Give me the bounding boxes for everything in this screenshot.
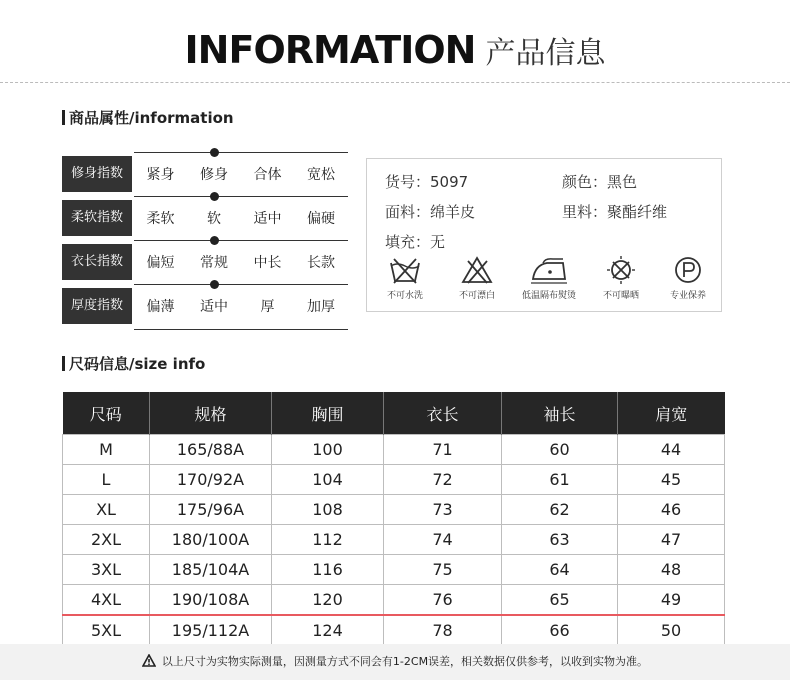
table-cell: 195/112A bbox=[150, 615, 272, 646]
table-cell: 60 bbox=[502, 435, 618, 465]
table-cell: M bbox=[63, 435, 150, 465]
table-cell: 104 bbox=[272, 465, 384, 495]
table-cell: 49 bbox=[618, 585, 725, 616]
attribute-option: 常规 bbox=[200, 255, 228, 271]
table-cell: 66 bbox=[502, 615, 618, 646]
table-cell: 75 bbox=[384, 555, 502, 585]
measurement-note-text: 以上尺寸为实物实际测量，因测量方式不同会有1-2CM误差，相关数据仅供参考，以收到实物为准。 bbox=[161, 655, 649, 668]
table-cell: 165/88A bbox=[150, 435, 272, 465]
table-cell: 73 bbox=[384, 495, 502, 525]
size-table bbox=[62, 392, 725, 646]
header-divider bbox=[0, 82, 790, 83]
size-table-column-header: 衣长 bbox=[384, 392, 502, 435]
size-section-title bbox=[62, 353, 205, 374]
attribute-option: 中长 bbox=[253, 255, 282, 271]
table-cell: 3XL bbox=[63, 555, 150, 585]
selected-indicator-dot bbox=[210, 236, 219, 245]
table-cell: 76 bbox=[384, 585, 502, 616]
care-no-sun-dry bbox=[586, 255, 656, 301]
table-cell: 116 bbox=[272, 555, 384, 585]
measurement-note bbox=[0, 644, 790, 680]
attribute-option: 合体 bbox=[253, 167, 282, 183]
selected-indicator-dot bbox=[210, 280, 219, 289]
care-label: 不可漂白 bbox=[458, 291, 495, 301]
attribute-option: 宽松 bbox=[307, 167, 335, 183]
table-cell: 72 bbox=[384, 465, 502, 495]
table-cell: 180/100A bbox=[150, 525, 272, 555]
lining-info: 里料：聚酯纤维 bbox=[562, 203, 668, 221]
table-cell: 63 bbox=[502, 525, 618, 555]
attribute-index-grid bbox=[62, 152, 348, 328]
selected-indicator-dot bbox=[210, 148, 219, 157]
table-row bbox=[63, 585, 725, 616]
care-low-iron bbox=[514, 255, 584, 301]
table-cell: 46 bbox=[618, 495, 725, 525]
size-table-header bbox=[63, 392, 725, 435]
table-cell: 100 bbox=[272, 435, 384, 465]
care-no-bleach bbox=[442, 255, 512, 301]
no-sun-dry-icon bbox=[604, 255, 638, 285]
care-professional bbox=[653, 255, 723, 301]
warning-icon bbox=[142, 654, 156, 667]
care-no-wash bbox=[370, 255, 440, 301]
product-info-box bbox=[366, 158, 722, 312]
attribute-scale bbox=[134, 196, 348, 241]
attribute-scale bbox=[134, 152, 348, 197]
care-label: 低温隔布熨烫 bbox=[521, 291, 576, 301]
no-bleach-icon bbox=[460, 255, 494, 285]
attribute-option: 厚 bbox=[260, 299, 275, 315]
attribute-option: 长款 bbox=[307, 255, 335, 271]
attribute-option: 软 bbox=[207, 211, 221, 227]
attribute-option: 加厚 bbox=[307, 299, 335, 315]
attributes-section-title-text: 商品属性/information bbox=[69, 109, 234, 127]
table-cell: 48 bbox=[618, 555, 725, 585]
no-wash-icon bbox=[388, 255, 422, 285]
filling-info: 填充：无 bbox=[385, 233, 446, 251]
table-cell: 2XL bbox=[63, 525, 150, 555]
attribute-option: 修身 bbox=[200, 167, 228, 183]
size-table-column-header: 胸围 bbox=[272, 392, 384, 435]
table-cell: 112 bbox=[272, 525, 384, 555]
selected-indicator-dot bbox=[210, 192, 219, 201]
attribute-label: 衣长指数 bbox=[62, 244, 132, 280]
attribute-option: 偏薄 bbox=[146, 299, 175, 315]
table-cell: 44 bbox=[618, 435, 725, 465]
table-cell: 47 bbox=[618, 525, 725, 555]
size-table-column-header: 尺码 bbox=[63, 392, 150, 435]
table-cell: 50 bbox=[618, 615, 725, 646]
attribute-label: 柔软指数 bbox=[62, 200, 132, 236]
attribute-row bbox=[62, 196, 348, 240]
attribute-option: 适中 bbox=[253, 211, 282, 227]
care-label: 不可水洗 bbox=[386, 291, 423, 301]
table-cell: 64 bbox=[502, 555, 618, 585]
size-section-title-text: 尺码信息/size info bbox=[69, 355, 206, 373]
table-cell: 62 bbox=[502, 495, 618, 525]
low-iron-icon bbox=[529, 255, 569, 285]
table-cell: L bbox=[63, 465, 150, 495]
table-row bbox=[63, 465, 725, 495]
table-cell: 45 bbox=[618, 465, 725, 495]
table-cell: 175/96A bbox=[150, 495, 272, 525]
size-table-column-header: 规格 bbox=[150, 392, 272, 435]
table-cell: 190/108A bbox=[150, 585, 272, 616]
table-cell: 71 bbox=[384, 435, 502, 465]
table-cell: 5XL bbox=[63, 615, 150, 646]
attribute-label: 修身指数 bbox=[62, 156, 132, 192]
table-cell: 4XL bbox=[63, 585, 150, 616]
attribute-option: 偏硬 bbox=[307, 211, 335, 227]
attribute-option: 紧身 bbox=[146, 167, 175, 183]
care-label: 不可曝晒 bbox=[602, 291, 639, 301]
table-cell: 170/92A bbox=[150, 465, 272, 495]
item-number: 货号：5097 bbox=[385, 173, 469, 191]
table-row bbox=[63, 555, 725, 585]
section-marker bbox=[62, 110, 65, 125]
table-row bbox=[63, 435, 725, 465]
size-table-column-header: 肩宽 bbox=[618, 392, 725, 435]
attribute-scale bbox=[134, 240, 348, 285]
attribute-scale bbox=[134, 284, 348, 330]
attribute-label: 厚度指数 bbox=[62, 288, 132, 324]
care-label: 专业保养 bbox=[669, 291, 706, 301]
fabric-info: 面料：绵羊皮 bbox=[385, 203, 476, 221]
table-cell: XL bbox=[63, 495, 150, 525]
table-row bbox=[63, 495, 725, 525]
section-marker bbox=[62, 356, 65, 371]
professional-care-icon bbox=[671, 255, 705, 285]
table-cell: 108 bbox=[272, 495, 384, 525]
page-header bbox=[0, 28, 790, 78]
table-row bbox=[63, 525, 725, 555]
attribute-option: 偏短 bbox=[146, 255, 175, 271]
attribute-row bbox=[62, 284, 348, 328]
page-title: INFORMATION bbox=[184, 28, 476, 72]
attribute-row bbox=[62, 152, 348, 196]
size-table-column-header: 袖长 bbox=[502, 392, 618, 435]
color-info: 颜色：黑色 bbox=[562, 173, 638, 191]
table-cell: 120 bbox=[272, 585, 384, 616]
page-title-cn: 产品信息 bbox=[485, 36, 606, 71]
table-cell: 124 bbox=[272, 615, 384, 646]
attribute-row bbox=[62, 240, 348, 284]
attribute-option: 适中 bbox=[200, 299, 228, 315]
attributes-section-title bbox=[62, 107, 234, 128]
table-cell: 61 bbox=[502, 465, 618, 495]
table-row bbox=[63, 615, 725, 646]
table-cell: 65 bbox=[502, 585, 618, 616]
attribute-option: 柔软 bbox=[146, 211, 175, 227]
table-cell: 74 bbox=[384, 525, 502, 555]
table-cell: 78 bbox=[384, 615, 502, 646]
table-cell: 185/104A bbox=[150, 555, 272, 585]
